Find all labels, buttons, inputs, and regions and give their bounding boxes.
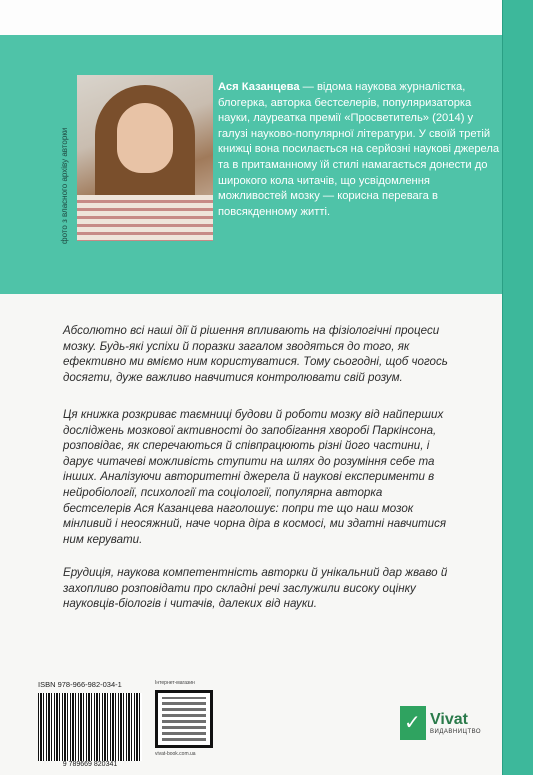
spine-edge — [502, 0, 533, 775]
description-paragraph-1: Абсолютно всі наші дії й рішення впливають на фізіологічні процеси мозку. Будь-які успіхи й поразки загалом зводяться до того, як ефективно ми вміємо ним користуватися. Тому сьогодні, щоб чогось досягти, дуже важливо навчитися контролювати свій розум. — [63, 324, 448, 384]
author-bio-text: — відома наукова журналістка, блогерка, авторка бестселерів, популяризаторка науки, лауреатка премії «Просветитель» (2014) у галузі науково-популярної літератури. У своїй третій книжці вона посилається на серйозні наукові джерела та в притаманному їй стилі намагається донести до широкого кола читачів, що усвідомлення можливостей мозку — корисна перевага в повсякденному житті. — [218, 81, 500, 218]
photo-credit: фото з власного архіву авторки — [60, 127, 69, 244]
author-photo — [77, 75, 213, 241]
description-paragraph-2: Ця книжка розкриває таємниці будови й роботи мозку від найперших досліджень мозкової активності до запобігання хворобі Паркінсона, розповідає, як сперечаються й співпрацюють різні його частини, і дарує читачеві можливість ступити на шлях до розуміння себе та інших. Аналізуючи авторитетні джерела й наукові експерименти в нейробіології, психології та соціології, популярна авторка бестселерів Ася Казанцева наголошує: попри те що наш мозок мінливий і неосяжний, наче чорна діра в космосі, ми здатні навчитися ним керувати. — [63, 408, 447, 546]
qr-code-icon[interactable] — [155, 690, 213, 748]
top-band — [0, 0, 533, 35]
author-bio — [218, 80, 500, 220]
author-name: Ася Казанцева — [218, 81, 300, 93]
barcode-icon — [38, 693, 142, 761]
publisher-name: Vivat — [430, 711, 468, 728]
qr-label: Інтернет-магазин — [155, 680, 195, 686]
qr-url: vivat-book.com.ua — [155, 751, 196, 757]
description-paragraph-3: Ерудиція, наукова компетентність авторки й унікальний дар жваво й захопливо розповідати про складні речі заслужили високу оцінку науковців-біологів і читачів, далеких від науки. — [63, 566, 448, 611]
barcode-number: 9 789669 820341 — [62, 761, 118, 768]
isbn-barcode — [38, 680, 158, 768]
qr-section — [155, 680, 225, 757]
vivat-checkmark-icon — [400, 706, 426, 740]
publisher-logo — [400, 704, 482, 742]
publisher-subtitle: ВИДАВНИЦТВО — [430, 729, 482, 735]
isbn-text: ISBN 978-966-982-034-1 — [38, 680, 122, 689]
